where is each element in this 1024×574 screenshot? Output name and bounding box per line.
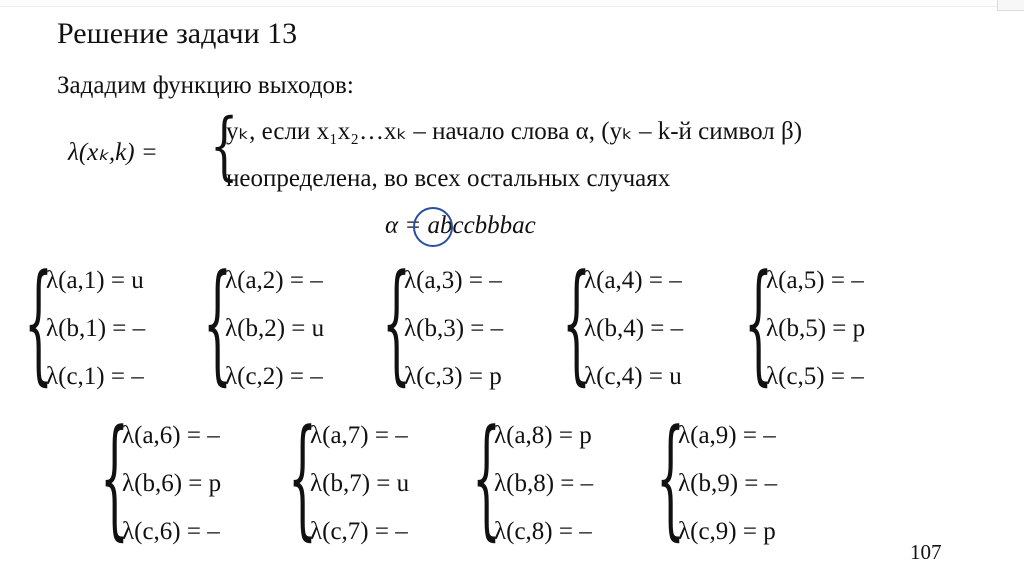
- system-brace: {: [100, 401, 129, 553]
- system-row: λ(b,8) = –: [494, 470, 594, 497]
- slide-title: Решение задачи 13: [57, 17, 298, 50]
- system-row: λ(a,4) = –: [584, 267, 682, 294]
- formula-brace: {: [210, 103, 239, 189]
- slide-top-border: [0, 0, 1024, 7]
- system-brace: {: [562, 246, 591, 398]
- system-brace: {: [288, 401, 317, 553]
- system-row: λ(b,1) = –: [46, 315, 146, 342]
- system-row: λ(a,6) = –: [122, 422, 220, 449]
- system-brace: {: [382, 246, 411, 398]
- system-brace: {: [744, 246, 773, 398]
- system-row: λ(a,3) = –: [404, 267, 502, 294]
- system-row: λ(b,9) = –: [678, 470, 778, 497]
- formula-case-2: неопределена, во всех остальных случаях: [226, 165, 671, 192]
- system-brace: {: [24, 246, 53, 398]
- system-row: λ(c,8) = –: [494, 518, 592, 545]
- system-row: λ(c,5) = –: [766, 363, 864, 390]
- system-row: λ(c,6) = –: [122, 518, 220, 545]
- slide-corner: [997, 0, 1024, 11]
- system-row: λ(c,4) = u: [584, 363, 682, 390]
- system-row: λ(b,5) = p: [766, 315, 866, 342]
- system-row: λ(c,9) = p: [678, 518, 776, 545]
- system-row: λ(c,7) = –: [310, 518, 408, 545]
- system-row: λ(a,2) = –: [225, 267, 323, 294]
- page-number: 107: [910, 540, 942, 564]
- formula-case-1: yₖ, если x₁x₂…xₖ – начало слова α, (yₖ – k-й символ β): [226, 118, 803, 145]
- system-row: λ(a,7) = –: [310, 422, 408, 449]
- system-row: λ(a,1) = u: [46, 267, 144, 294]
- slide-subtitle: Зададим функцию выходов:: [57, 72, 354, 99]
- system-brace: {: [472, 401, 501, 553]
- system-row: λ(b,2) = u: [225, 315, 325, 342]
- system-row: λ(b,7) = u: [310, 470, 410, 497]
- system-row: λ(a,9) = –: [678, 422, 776, 449]
- system-row: λ(a,8) = p: [494, 422, 592, 449]
- system-brace: {: [203, 246, 232, 398]
- system-row: λ(c,3) = p: [404, 363, 502, 390]
- system-row: λ(b,6) = p: [122, 470, 222, 497]
- annotation-circle: [413, 207, 453, 247]
- alpha-word: α = abccbbbac: [385, 212, 536, 239]
- system-row: λ(a,5) = –: [766, 267, 864, 294]
- system-row: λ(b,4) = –: [584, 315, 684, 342]
- system-row: λ(b,3) = –: [404, 315, 504, 342]
- system-brace: {: [656, 401, 685, 553]
- formula-lhs: λ(xₖ,k) =: [68, 139, 158, 166]
- system-row: λ(c,2) = –: [225, 363, 323, 390]
- system-row: λ(c,1) = –: [46, 363, 144, 390]
